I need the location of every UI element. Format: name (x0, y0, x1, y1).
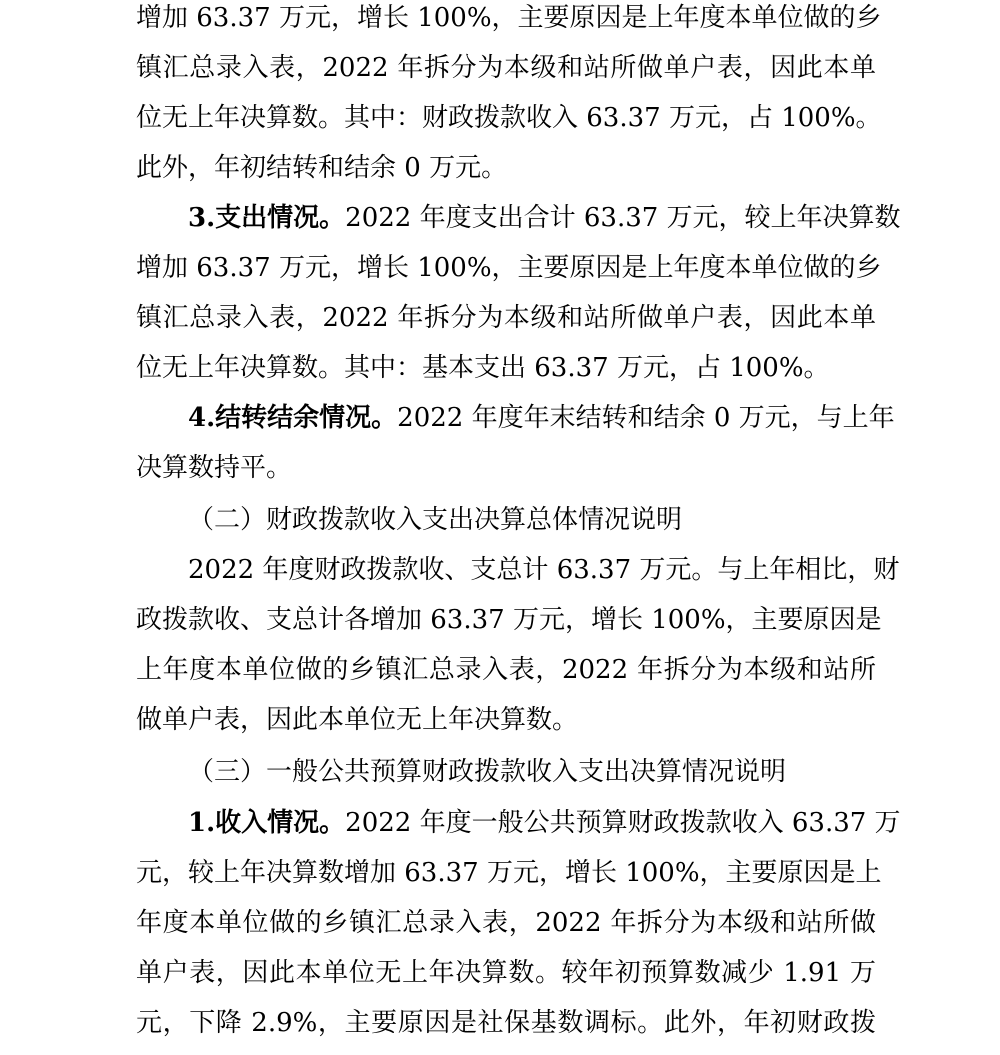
paragraph-line: 2022 年度财政拨款收、支总计 63.37 万元。与上年相比，财 (188, 555, 900, 585)
paragraph-line: 元，较上年决算数增加 63.37 万元，增长 100%，主要原因是上 (136, 858, 882, 888)
paragraph-line: 镇汇总录入表，2022 年拆分为本级和站所做单户表，因此本单 (136, 303, 876, 333)
section-4-text: 2022 年度年末结转和结余 0 万元，与上年 (397, 403, 895, 433)
paragraph-line: 年度本单位做的乡镇汇总录入表，2022 年拆分为本级和站所做 (136, 908, 876, 938)
paragraph-line: 此外，年初结转和结余 0 万元。 (136, 153, 508, 183)
subsection-1-line (188, 805, 901, 855)
paragraph-line: 位无上年决算数。其中：基本支出 63.37 万元，占 100%。 (136, 353, 830, 383)
subsection-1-label: 1.收入情况。 (188, 808, 346, 838)
subsection-1-text: 2022 年度一般公共预算财政拨款收入 63.37 万 (345, 808, 901, 838)
paragraph-line: 增加 63.37 万元，增长 100%，主要原因是上年度本单位做的乡 (136, 253, 882, 283)
paragraph-line: 单户表，因此本单位无上年决算数。较年初预算数减少 1.91 万 (136, 958, 876, 988)
paragraph-line: 做单户表，因此本单位无上年决算数。 (136, 705, 579, 735)
section-heading-2: （二）财政拨款收入支出决算总体情况说明 (188, 505, 683, 535)
paragraph-line: 位无上年决算数。其中：财政拨款收入 63.37 万元，占 100%。 (136, 103, 882, 133)
section-4-line (188, 400, 895, 450)
section-3-label: 3.支出情况。 (188, 203, 346, 233)
paragraph-line: 上年度本单位做的乡镇汇总录入表，2022 年拆分为本级和站所 (136, 655, 876, 685)
paragraph-line: 镇汇总录入表，2022 年拆分为本级和站所做单户表，因此本单 (136, 53, 876, 83)
section-3-line (188, 200, 901, 250)
section-3-text: 2022 年度支出合计 63.37 万元，较上年决算数 (345, 203, 901, 233)
section-4-label: 4.结转结余情况。 (188, 403, 398, 433)
paragraph-line: 增加 63.37 万元，增长 100%，主要原因是上年度本单位做的乡 (136, 3, 882, 33)
paragraph-line: 决算数持平。 (136, 453, 293, 483)
section-heading-3: （三）一般公共预算财政拨款收入支出决算情况说明 (188, 757, 787, 787)
paragraph-line: 元，下降 2.9%，主要原因是社保基数调标。此外，年初财政拨 (136, 1008, 876, 1038)
paragraph-line: 政拨款收、支总计各增加 63.37 万元，增长 100%，主要原因是 (136, 605, 882, 635)
